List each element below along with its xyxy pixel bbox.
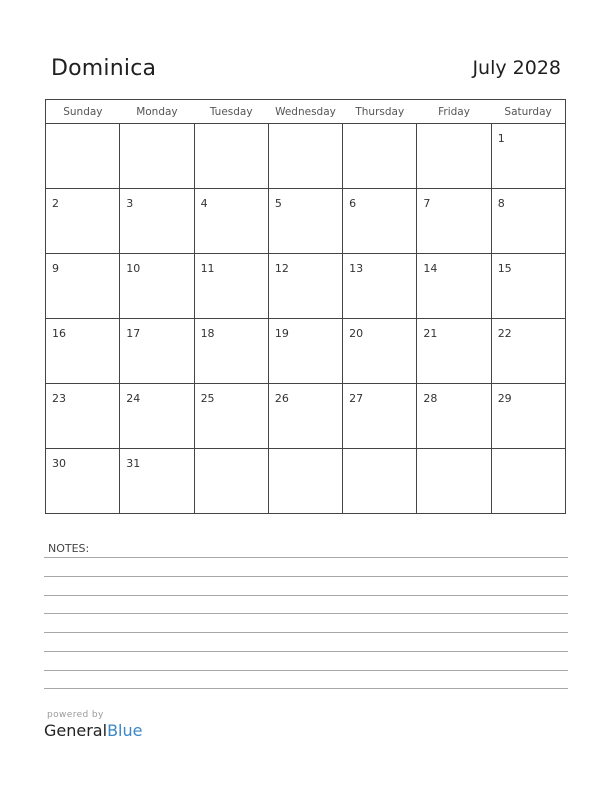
- day-number: 13: [349, 262, 364, 275]
- notes-line: [44, 613, 568, 614]
- day-cell-sunday: [46, 449, 120, 514]
- day-number: [269, 449, 342, 457]
- notes-line: [44, 670, 568, 671]
- day-number: [343, 449, 416, 457]
- day-cell-tuesday: [194, 124, 268, 189]
- calendar-grid: [45, 99, 566, 514]
- day-cell-monday: [120, 449, 194, 514]
- day-cell-sunday: [46, 189, 120, 254]
- day-cell-sunday: [46, 384, 120, 449]
- notes-line: [44, 557, 568, 558]
- weekday-sunday: Sunday: [46, 100, 120, 124]
- day-number: 6: [349, 197, 357, 210]
- country-title: Dominica: [51, 56, 157, 81]
- day-cell-saturday: [491, 189, 565, 254]
- day-number: [417, 449, 490, 457]
- day-number: [343, 124, 416, 132]
- day-number: 14: [423, 262, 438, 275]
- calendar-week-row: [46, 384, 566, 449]
- day-cell-wednesday: [268, 254, 342, 319]
- day-cell-sunday: [46, 319, 120, 384]
- day-cell-tuesday: [194, 449, 268, 514]
- day-cell-tuesday: [194, 319, 268, 384]
- day-number: 12: [274, 262, 289, 275]
- notes-line: [44, 651, 568, 652]
- day-number: 16: [52, 327, 66, 340]
- weekday-wednesday: Wednesday: [268, 100, 342, 124]
- day-cell-tuesday: [194, 254, 268, 319]
- calendar-week-row: [46, 449, 566, 514]
- day-cell-monday: [120, 319, 194, 384]
- day-cell-wednesday: [268, 384, 342, 449]
- weekday-monday: Monday: [120, 100, 194, 124]
- day-number: 3: [126, 197, 134, 210]
- day-number: [120, 124, 193, 132]
- day-cell-monday: [120, 254, 194, 319]
- day-number: [195, 449, 268, 457]
- day-number: 7: [423, 197, 431, 210]
- notes-line: [44, 595, 568, 596]
- month-title: July 2028: [472, 57, 561, 79]
- day-number: 27: [349, 392, 364, 405]
- weekday-saturday: Saturday: [491, 100, 565, 124]
- day-cell-friday: [417, 449, 491, 514]
- notes-line: [44, 688, 568, 689]
- day-number: 26: [274, 392, 289, 405]
- day-number: 22: [497, 327, 512, 340]
- calendar-body: [46, 124, 566, 514]
- weekday-tuesday: Tuesday: [194, 100, 268, 124]
- day-cell-friday: [417, 384, 491, 449]
- day-cell-saturday: [491, 254, 565, 319]
- day-number: 4: [200, 197, 208, 210]
- day-number: 25: [200, 392, 215, 405]
- day-cell-monday: [120, 384, 194, 449]
- day-cell-friday: [417, 189, 491, 254]
- day-number: 20: [349, 327, 364, 340]
- day-number: 19: [274, 327, 289, 340]
- day-cell-wednesday: [268, 319, 342, 384]
- day-cell-sunday: [46, 254, 120, 319]
- day-cell-thursday: [343, 189, 417, 254]
- day-number: 15: [497, 262, 512, 275]
- day-cell-thursday: [343, 449, 417, 514]
- generalblue-logo: [44, 721, 142, 740]
- day-number: [269, 124, 342, 132]
- calendar-week-row: [46, 254, 566, 319]
- calendar-week-row: [46, 319, 566, 384]
- day-cell-friday: [417, 319, 491, 384]
- day-number: 21: [423, 327, 438, 340]
- day-number: [417, 124, 490, 132]
- day-cell-thursday: [343, 319, 417, 384]
- day-number: 31: [126, 457, 141, 470]
- day-number: 30: [52, 457, 66, 470]
- day-number: [492, 449, 565, 457]
- weekday-header-row: [46, 100, 566, 124]
- day-cell-saturday: [491, 384, 565, 449]
- day-number: 29: [497, 392, 512, 405]
- day-cell-friday: [417, 254, 491, 319]
- day-number: 24: [126, 392, 141, 405]
- day-cell-saturday: [491, 319, 565, 384]
- day-number: 23: [52, 392, 66, 405]
- powered-by-text: powered by: [47, 710, 104, 720]
- day-cell-saturday: [491, 449, 565, 514]
- day-cell-wednesday: [268, 449, 342, 514]
- day-cell-thursday: [343, 254, 417, 319]
- day-cell-thursday: [343, 124, 417, 189]
- day-cell-monday: [120, 189, 194, 254]
- day-number: [46, 124, 119, 132]
- day-number: 10: [126, 262, 141, 275]
- day-cell-friday: [417, 124, 491, 189]
- day-number: 28: [423, 392, 438, 405]
- day-number: [195, 124, 268, 132]
- day-cell-thursday: [343, 384, 417, 449]
- day-cell-wednesday: [268, 124, 342, 189]
- day-cell-saturday: [491, 124, 565, 189]
- day-cell-monday: [120, 124, 194, 189]
- day-cell-tuesday: [194, 384, 268, 449]
- calendar-week-row: [46, 189, 566, 254]
- day-cell-wednesday: [268, 189, 342, 254]
- day-cell-sunday: [46, 124, 120, 189]
- logo-general-text: General: [44, 721, 108, 740]
- calendar-week-row: [46, 124, 566, 189]
- notes-label: NOTES:: [48, 542, 90, 555]
- logo-blue-text: Blue: [107, 721, 143, 740]
- day-number: 9: [52, 262, 59, 275]
- weekday-thursday: Thursday: [343, 100, 417, 124]
- day-cell-tuesday: [194, 189, 268, 254]
- notes-line: [44, 632, 568, 633]
- day-number: 2: [52, 197, 59, 210]
- day-number: 5: [274, 197, 282, 210]
- notes-line: [44, 576, 568, 577]
- day-number: 18: [200, 327, 215, 340]
- day-number: 17: [126, 327, 141, 340]
- day-number: 11: [200, 262, 215, 275]
- day-number: 8: [497, 197, 505, 210]
- day-number: 1: [497, 132, 505, 145]
- weekday-friday: Friday: [417, 100, 491, 124]
